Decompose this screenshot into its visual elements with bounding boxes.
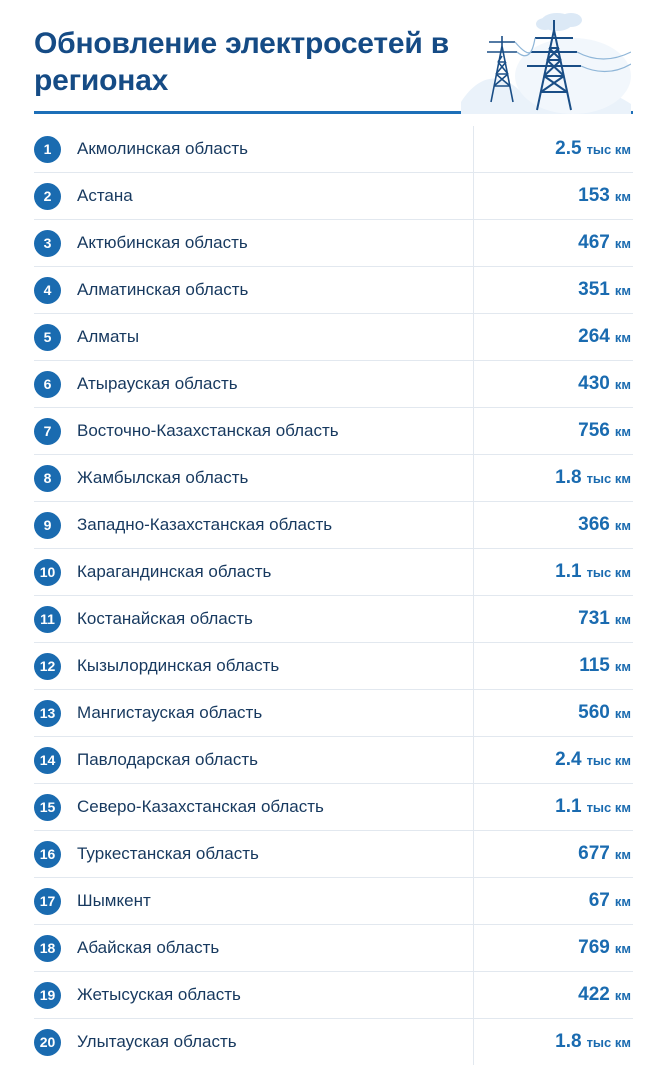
value-number: 467	[578, 232, 610, 253]
value-number: 153	[578, 185, 610, 206]
value-unit: тыс км	[586, 470, 631, 486]
value-unit: км	[614, 940, 631, 956]
region-label: Атырауская область	[77, 374, 238, 393]
table-row	[34, 643, 633, 690]
rank-badge: 2	[34, 183, 61, 210]
value-number: 430	[578, 373, 610, 394]
table-row	[34, 784, 633, 831]
value-unit: тыс км	[586, 141, 631, 157]
value-cell	[473, 408, 633, 454]
region-label: Астана	[77, 186, 133, 205]
value-number: 264	[578, 326, 610, 347]
table-row	[34, 972, 633, 1019]
rank-badge: 4	[34, 277, 61, 304]
value-cell	[473, 690, 633, 736]
value-cell	[473, 455, 633, 501]
value-cell	[473, 314, 633, 360]
value-cell	[473, 737, 633, 783]
table-row	[34, 267, 633, 314]
value-unit: км	[614, 846, 631, 862]
table-row	[34, 502, 633, 549]
table-row	[34, 549, 633, 596]
value-cell	[473, 267, 633, 313]
header	[34, 0, 633, 126]
value-number: 560	[578, 702, 610, 723]
value-cell	[473, 361, 633, 407]
table-row	[34, 455, 633, 502]
region-label: Туркестанская область	[77, 844, 259, 863]
value-number: 422	[578, 984, 610, 1005]
table-row	[34, 596, 633, 643]
table-row	[34, 925, 633, 972]
value-number: 1.8	[555, 1031, 582, 1052]
rank-badge: 10	[34, 559, 61, 586]
rank-badge: 16	[34, 841, 61, 868]
value-unit: тыс км	[586, 799, 631, 815]
value-unit: тыс км	[586, 564, 631, 580]
value-unit: км	[614, 188, 631, 204]
value-cell	[473, 502, 633, 548]
value-unit: км	[614, 893, 631, 909]
table-row	[34, 314, 633, 361]
region-label: Костанайская область	[77, 609, 253, 628]
region-label: Мангистауская область	[77, 703, 263, 722]
region-label: Абайская область	[77, 938, 220, 957]
region-label: Павлодарская область	[77, 750, 258, 769]
rank-badge: 5	[34, 324, 61, 351]
table-row	[34, 220, 633, 267]
value-number: 2.4	[555, 749, 582, 770]
rank-badge: 17	[34, 888, 61, 915]
value-number: 366	[578, 514, 610, 535]
value-number: 756	[578, 420, 610, 441]
table-row	[34, 408, 633, 455]
value-cell	[473, 126, 633, 172]
region-list	[34, 126, 633, 1065]
value-unit: км	[614, 987, 631, 1003]
region-label: Западно-Казахстанская область	[77, 515, 333, 534]
rank-badge: 7	[34, 418, 61, 445]
value-unit: км	[614, 282, 631, 298]
rank-badge: 12	[34, 653, 61, 680]
value-cell	[473, 878, 633, 924]
value-number: 115	[579, 655, 610, 676]
region-label: Алматы	[77, 327, 140, 346]
value-cell	[473, 549, 633, 595]
value-cell	[473, 596, 633, 642]
table-row	[34, 126, 633, 173]
value-unit: км	[614, 235, 631, 251]
value-number: 677	[578, 843, 610, 864]
region-label: Кызылординская область	[77, 656, 280, 675]
region-label: Улытауская область	[77, 1032, 237, 1051]
value-number: 1.1	[555, 796, 582, 817]
value-cell	[473, 831, 633, 877]
value-number: 1.8	[555, 467, 582, 488]
rank-badge: 19	[34, 982, 61, 1009]
value-cell	[473, 784, 633, 830]
rank-badge: 9	[34, 512, 61, 539]
region-label: Карагандинская область	[77, 562, 272, 581]
value-number: 731	[578, 608, 610, 629]
region-label: Шымкент	[77, 891, 151, 910]
value-number: 1.1	[555, 561, 582, 582]
value-cell	[473, 173, 633, 219]
region-label: Актюбинская область	[77, 233, 248, 252]
table-row	[34, 831, 633, 878]
power-lines-illustration	[461, 6, 631, 114]
value-cell	[473, 972, 633, 1018]
rank-badge: 20	[34, 1029, 61, 1056]
table-row	[34, 1019, 633, 1065]
value-unit: км	[614, 376, 631, 392]
rank-badge: 14	[34, 747, 61, 774]
table-row	[34, 690, 633, 737]
region-label: Акмолинская область	[77, 139, 248, 158]
value-number: 769	[578, 937, 610, 958]
value-unit: км	[614, 517, 631, 533]
value-unit: км	[614, 705, 631, 721]
table-row	[34, 737, 633, 784]
value-cell	[473, 1019, 633, 1065]
rank-badge: 18	[34, 935, 61, 962]
region-label: Жамбылская область	[77, 468, 249, 487]
rank-badge: 15	[34, 794, 61, 821]
value-number: 67	[588, 890, 610, 911]
region-label: Жетысуская область	[77, 985, 241, 1004]
rank-badge: 13	[34, 700, 61, 727]
value-unit: км	[614, 611, 631, 627]
value-cell	[473, 220, 633, 266]
value-cell	[473, 925, 633, 971]
table-row	[34, 878, 633, 925]
value-unit: тыс км	[586, 1034, 631, 1050]
value-unit: тыс км	[586, 752, 631, 768]
region-label: Алматинская область	[77, 280, 249, 299]
region-label: Восточно-Казахстанская область	[77, 421, 339, 440]
table-row	[34, 173, 633, 220]
value-unit: км	[614, 423, 631, 439]
value-number: 351	[578, 279, 610, 300]
rank-badge: 8	[34, 465, 61, 492]
value-number: 2.5	[555, 138, 582, 159]
table-row	[34, 361, 633, 408]
value-unit: км	[614, 658, 631, 674]
page-title: Обновление электросетей в регионах	[34, 27, 449, 97]
value-unit: км	[614, 329, 631, 345]
rank-badge: 3	[34, 230, 61, 257]
rank-badge: 1	[34, 136, 61, 163]
rank-badge: 6	[34, 371, 61, 398]
region-label: Северо-Казахстанская область	[77, 797, 324, 816]
rank-badge: 11	[34, 606, 61, 633]
value-cell	[473, 643, 633, 689]
